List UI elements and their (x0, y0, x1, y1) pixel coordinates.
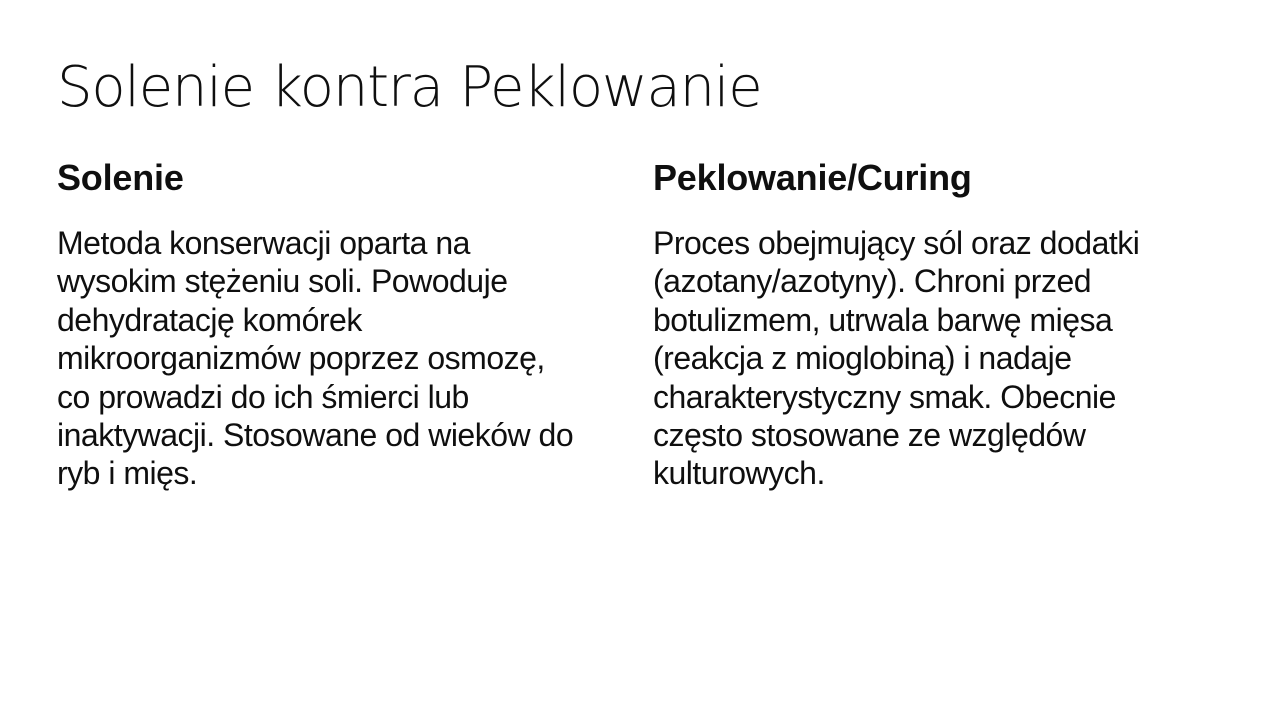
column-body-solenie: Metoda konserwacji oparta na wysokim stężeniu soli. Powoduje dehydratację komórek mikroorganizmów poprzez osmozę, co prowadzi do ich śmierci lub inaktywacji. Stosowane od wieków do ryb i mięs. (57, 225, 574, 492)
column-body-peklowanie: Proces obejmujący sól oraz dodatki (azotany/azotyny). Chroni przed botulizmem, utrwala barwę mięsa (reakcja z mioglobiną) i nadaje charakterystyczny smak. Obecnie często stosowane ze względów kulturowych. (653, 225, 1140, 492)
column-heading-peklowanie: Peklowanie/Curing (653, 157, 972, 198)
column-heading-solenie: Solenie (57, 157, 184, 198)
column-peklowanie (653, 152, 1213, 493)
slide-title: Solenie kontra Peklowanie (57, 55, 762, 120)
column-solenie (57, 152, 577, 493)
